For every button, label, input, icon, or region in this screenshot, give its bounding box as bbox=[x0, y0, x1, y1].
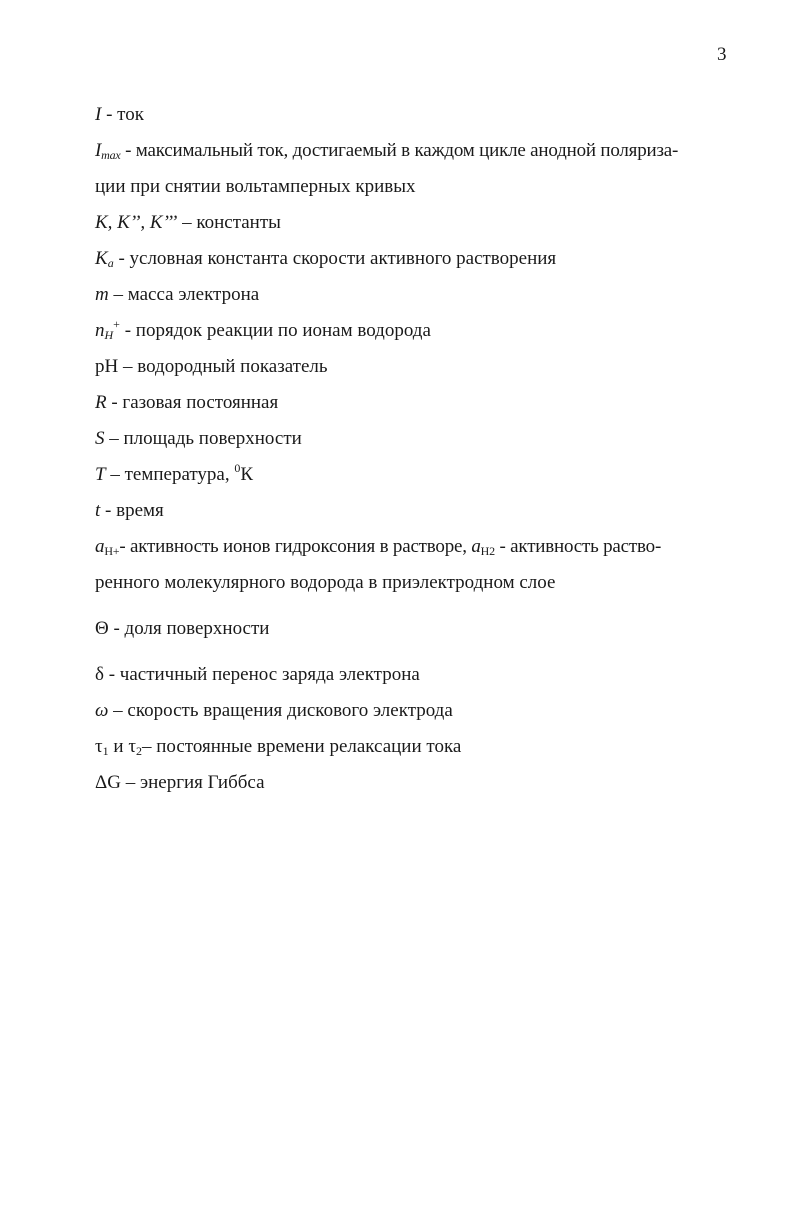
symbol-subscript: H+ bbox=[104, 544, 120, 558]
symbol-subscript: a bbox=[107, 256, 114, 270]
notation-entry-temperature bbox=[95, 457, 735, 493]
notation-entry-continuation bbox=[95, 565, 735, 601]
definition-continuation: ции при снятии вольтамперных кривых bbox=[95, 176, 416, 197]
definition: – скорость вращения дискового электрода bbox=[108, 700, 453, 721]
symbol: T bbox=[95, 464, 106, 485]
definition-secondary: - активность раство- bbox=[494, 536, 662, 557]
notation-entry-charge-transfer bbox=[95, 657, 735, 693]
symbol: ΔG bbox=[95, 772, 121, 793]
symbol-subscript: 1 bbox=[102, 744, 109, 758]
symbol: K, K’’, K’’’ bbox=[95, 212, 178, 233]
symbol-superscript: + bbox=[113, 317, 120, 331]
symbol: m bbox=[95, 284, 109, 305]
symbol: Θ bbox=[95, 618, 109, 639]
symbol-subscript: max bbox=[101, 148, 121, 162]
definition: - доля поверхности bbox=[108, 618, 270, 639]
notation-entry-continuation bbox=[95, 169, 735, 205]
symbol-secondary-subscript: 2 bbox=[135, 744, 142, 758]
symbol-subscript: H bbox=[104, 328, 114, 342]
definition: – температура, bbox=[105, 464, 235, 485]
symbol-secondary-subscript: H2 bbox=[480, 544, 495, 558]
symbol: I bbox=[95, 140, 102, 161]
symbol: I bbox=[95, 104, 102, 125]
definition: – константы bbox=[177, 212, 281, 233]
definition: - частичный перенос заряда электрона bbox=[103, 664, 420, 685]
notation-entry-surface-fraction bbox=[95, 611, 735, 647]
notation-entry-constants bbox=[95, 205, 735, 241]
notation-entry-dissolution-constant bbox=[95, 241, 735, 277]
symbol: δ bbox=[95, 664, 104, 685]
notation-entry-time bbox=[95, 493, 735, 529]
definition: – водородный показатель bbox=[118, 356, 328, 377]
symbol: t bbox=[95, 500, 101, 521]
notation-entry-electron-mass bbox=[95, 277, 735, 313]
definition: - максимальный ток, достигаемый в каждом цикле анодной поляриза- bbox=[120, 140, 679, 161]
conjunction: и bbox=[108, 736, 129, 757]
symbol: K bbox=[95, 248, 108, 269]
symbol: pH bbox=[95, 356, 119, 377]
definition: – постоянные времени релаксации тока bbox=[141, 736, 462, 757]
notation-entry-gas-constant bbox=[95, 385, 735, 421]
definition: – площадь поверхности bbox=[104, 428, 302, 449]
definition-continuation: ренного молекулярного водорода в приэлектродном слое bbox=[95, 572, 556, 593]
symbol: R bbox=[95, 392, 107, 413]
definition: – энергия Гиббса bbox=[120, 772, 265, 793]
notation-list bbox=[95, 97, 735, 801]
notation-entry-current bbox=[95, 97, 735, 133]
definition: – масса электрона bbox=[108, 284, 260, 305]
notation-entry-gibbs-energy bbox=[95, 765, 735, 801]
symbol: S bbox=[95, 428, 105, 449]
notation-entry-relaxation-times bbox=[95, 729, 735, 765]
definition: - порядок реакции по ионам водорода bbox=[119, 320, 431, 341]
notation-entry-reaction-order bbox=[95, 313, 735, 349]
definition: - газовая постоянная bbox=[106, 392, 279, 413]
notation-entry-ph bbox=[95, 349, 735, 385]
symbol: n bbox=[95, 320, 105, 341]
definition: - ток bbox=[101, 104, 144, 125]
definition: - условная константа скорости активного растворения bbox=[113, 248, 557, 269]
page-number: 3 bbox=[717, 44, 727, 65]
notation-entry-activities bbox=[95, 529, 735, 565]
symbol-secondary: τ bbox=[128, 736, 136, 757]
symbol: ω bbox=[95, 700, 109, 721]
symbol: a bbox=[95, 536, 105, 557]
definition: - время bbox=[100, 500, 164, 521]
symbol-secondary: a bbox=[471, 536, 481, 557]
unit: К bbox=[240, 464, 254, 485]
notation-entry-surface-area bbox=[95, 421, 735, 457]
definition: - активность ионов гидроксония в растворе, bbox=[119, 536, 472, 557]
symbol: τ bbox=[95, 736, 103, 757]
notation-entry-rotation-speed bbox=[95, 693, 735, 729]
unit-superscript: 0 bbox=[234, 461, 241, 475]
notation-entry-max-current bbox=[95, 133, 735, 169]
